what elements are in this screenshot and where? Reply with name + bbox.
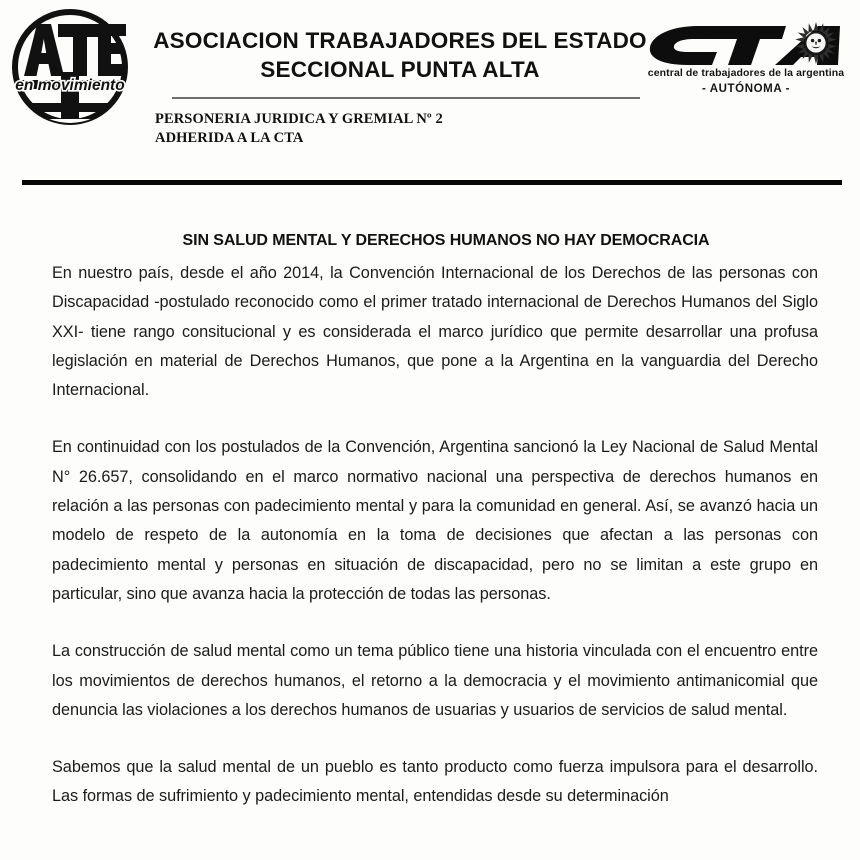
cta-subtitle: central de trabajadores de la argentina	[647, 67, 845, 79]
organization-title	[150, 26, 650, 84]
svg-text:en movimiento: en movimiento	[15, 77, 125, 94]
legal-line-personeria: PERSONERIA JURIDICA Y GREMIAL Nº 2	[155, 111, 443, 127]
body-paragraph: En continuidad con los postulados de la Convención, Argentina sancionó la Ley Nacional de Salud Mental N° 26.657, consolidando en el marco normativo nacional una perspectiva de derechos humanos en relación a las personas con padecimiento mental y para la comunidad en general. Así, se avanzó hacia un modelo de respeto de la autonomía en la toma de decisiones que afectan a las personas con padecimiento mental y personas en situación de discapacidad, pero no se limitan a este grupo en particular, sino que avanza hacia la protección de todas las personas.	[52, 438, 818, 603]
legal-information	[155, 110, 443, 148]
body-paragraph: Sabemos que la salud mental de un pueblo es tanto producto como fuerza impulsora para el desarrollo. Las formas de sufrimiento y padecimiento mental, entendidas desde su determinación	[52, 758, 818, 806]
cta-wordmark	[640, 22, 852, 68]
document-heading: SIN SALUD MENTAL Y DERECHOS HUMANOS NO HAY DEMOCRACIA	[182, 232, 710, 249]
title-divider	[172, 97, 640, 99]
body-paragraph: En nuestro país, desde el año 2014, la Convención Internacional de los Derechos de las personas con Discapacidad -postulado reconocido como el primer tratado internacional de Derechos Humanos del Siglo XXI- tiene rango consitucional y es considerada el marco jurídico que permite desarrollar una profusa legislación en material de Derechos Humanos, que pone a la Argentina en la vanguardia del Derecho Internacional.	[52, 264, 818, 400]
body-paragraph: La construcción de salud mental como un tema público tiene una historia vinculada con el encuentro entre los movimientos de derechos humanos, el retorno a la democracia y el movimiento antimanicomial que denuncia las violaciones a los derechos humanos de usuarias y usuarios de servicios de salud mental.	[52, 642, 818, 719]
cta-autonoma-label: - AUTÓNOMA -	[701, 83, 791, 95]
cta-logo	[640, 22, 852, 98]
document-body	[52, 232, 818, 812]
organization-title-line1: ASOCIACION TRABAJADORES DEL ESTADO	[153, 28, 647, 53]
letterhead	[0, 0, 860, 180]
ate-logo	[6, 6, 134, 128]
organization-title-line2: SECCIONAL PUNTA ALTA	[260, 57, 540, 82]
header-divider	[22, 180, 842, 185]
legal-line-adherida: ADHERIDA A LA CTA	[155, 130, 304, 146]
